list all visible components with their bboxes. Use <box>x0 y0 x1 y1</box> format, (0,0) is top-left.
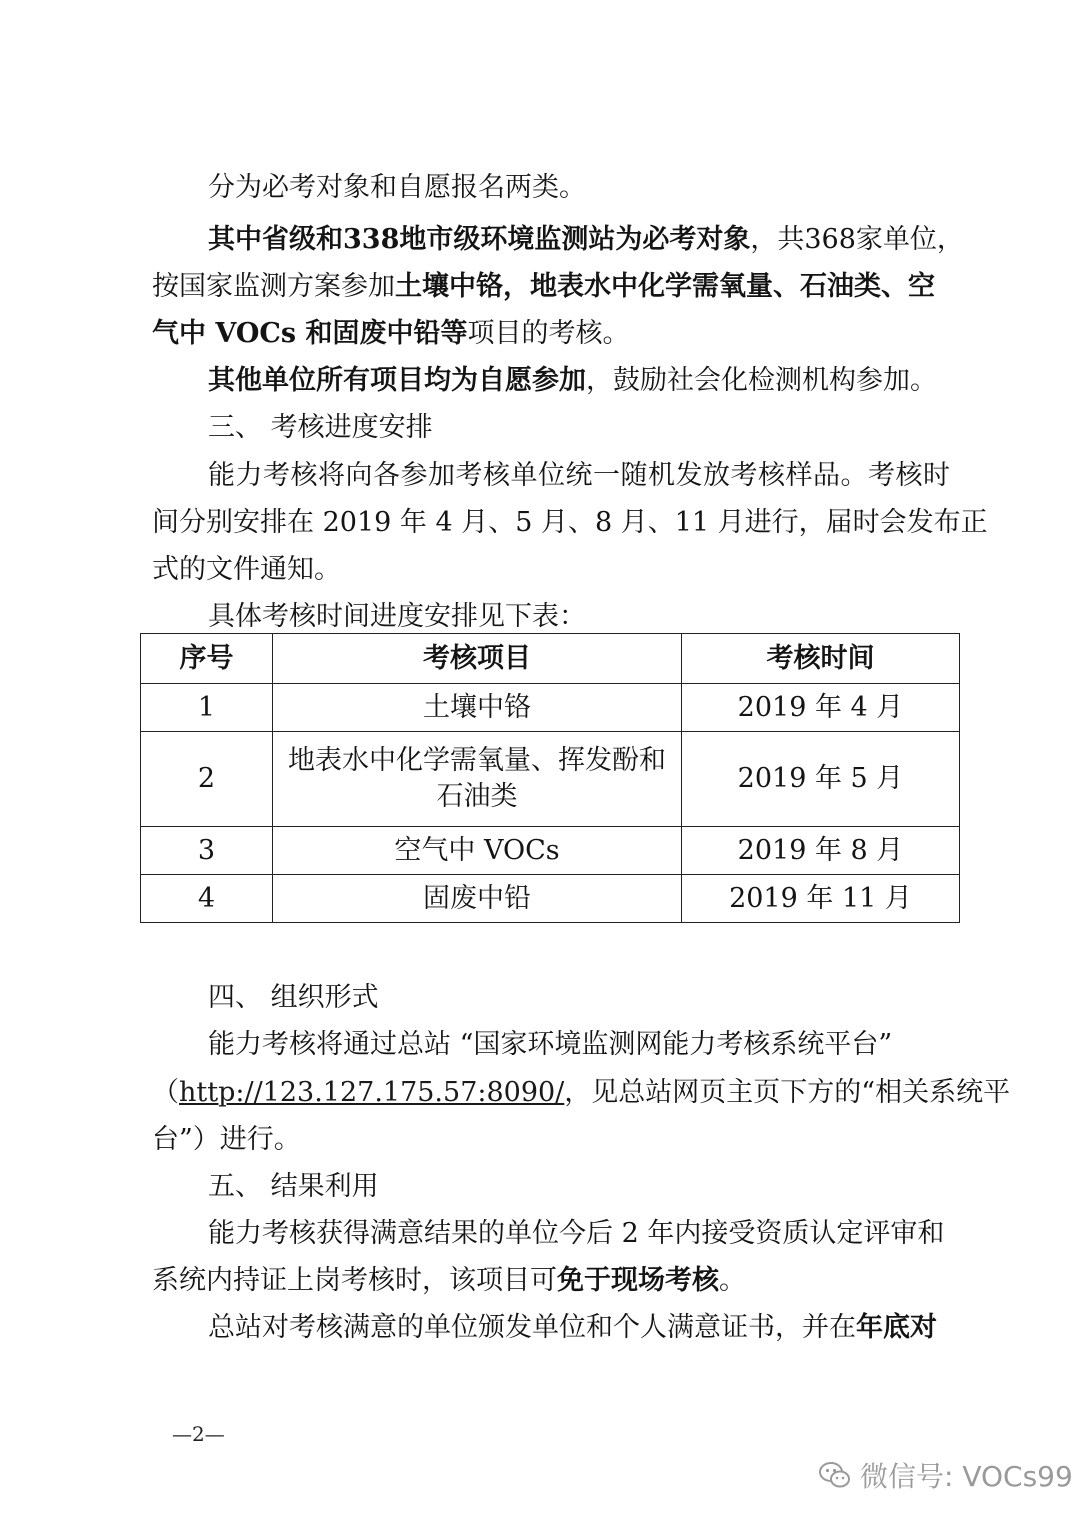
voluntary-tail-text: ，鼓励社会化检测机构参加。 <box>586 365 937 396</box>
paragraph-schedule-line2: 间分别安排在 2019 年 4 月、5 月、8 月、11 月进行，届时会发布正 <box>152 507 988 538</box>
header-item: 考核项目 <box>273 634 682 684</box>
units-count-text: ，共368家单位， <box>750 224 964 255</box>
paragraph-voluntary <box>208 363 937 399</box>
header-no: 序号 <box>141 634 273 684</box>
plan-text: 按国家监测方案参加 <box>152 271 395 302</box>
paragraph-schedule-line3: 式的文件通知。 <box>152 554 341 585</box>
table-row <box>141 732 960 827</box>
heading-schedule: 三、 考核进度安排 <box>208 412 433 443</box>
paragraph-results-line2 <box>152 1263 746 1299</box>
results-text: 系统内持证上岗考核时，该项目可 <box>152 1265 557 1296</box>
paragraph-schedule-line1: 能力考核将向各参加考核单位统一随机发放考核样品。考核时 <box>208 460 951 491</box>
cell-time: 2019 年 4 月 <box>682 684 960 732</box>
cell-item <box>273 732 682 827</box>
header-time: 考核时间 <box>682 634 960 684</box>
watermark-text: 微信号: VOCs99 <box>860 1460 1073 1493</box>
paragraph-exam-types: 分为必考对象和自愿报名两类。 <box>208 172 586 203</box>
cell-no: 2 <box>141 732 273 827</box>
paragraph-results-line1: 能力考核获得满意结果的单位今后 2 年内接受资质认定评审和 <box>208 1218 945 1249</box>
link-tail-text: ，见总站网页主页下方的“相关系统平 <box>564 1077 1011 1108</box>
table-header-row <box>141 634 960 684</box>
paragraph-mandatory-line3 <box>152 316 629 352</box>
paragraph-table-intro: 具体考核时间进度安排见下表： <box>208 601 586 632</box>
cell-item-line2: 石油类 <box>436 781 518 812</box>
cell-item: 空气中 VOCs <box>273 827 682 875</box>
items-tail-text: 项目的考核。 <box>467 318 630 349</box>
cell-no: 3 <box>141 827 273 875</box>
paragraph-organization-line1: 能力考核将通过总站 “国家环境监测网能力考核系统平台” <box>208 1029 893 1060</box>
paragraph-certificate <box>208 1310 937 1346</box>
cell-item-line1: 地表水中化学需氧量、挥发酚和 <box>288 745 666 776</box>
paragraph-mandatory-line2 <box>152 269 935 305</box>
open-paren: （ <box>152 1077 179 1108</box>
paragraph-mandatory-line1 <box>208 222 964 258</box>
cell-item: 土壤中铬 <box>273 684 682 732</box>
bold-year-end-text: 年底对 <box>856 1312 937 1343</box>
table-row <box>141 827 960 875</box>
watermark <box>818 1455 1073 1495</box>
bold-items-text-2: 气中 VOCs 和固废中铅等 <box>152 318 468 349</box>
schedule-table <box>140 633 960 923</box>
wechat-icon <box>818 1458 852 1492</box>
table-row <box>141 684 960 732</box>
platform-link[interactable]: http://123.127.175.57:8090/ <box>179 1077 565 1108</box>
certificate-text: 总站对考核满意的单位颁发单位和个人满意证书，并在 <box>208 1312 856 1343</box>
paragraph-organization-line3: 台”）进行。 <box>152 1124 301 1155</box>
paragraph-organization-line2 <box>152 1075 1010 1111</box>
bold-exempt-text: 免于现场考核 <box>557 1265 719 1296</box>
heading-results: 五、 结果利用 <box>208 1171 379 1202</box>
bold-mandatory-text: 其中省级和338地市级环境监测站为必考对象 <box>208 224 751 255</box>
results-period: 。 <box>719 1265 746 1296</box>
cell-no: 1 <box>141 684 273 732</box>
cell-time: 2019 年 11 月 <box>682 875 960 923</box>
bold-voluntary-text: 其他单位所有项目均为自愿参加 <box>208 365 586 396</box>
cell-time: 2019 年 5 月 <box>682 732 960 827</box>
bold-items-text: 土壤中铬，地表水中化学需氧量、石油类、空 <box>395 271 935 302</box>
cell-item: 固废中铅 <box>273 875 682 923</box>
cell-no: 4 <box>141 875 273 923</box>
heading-organization: 四、 组织形式 <box>208 982 379 1013</box>
table-row <box>141 875 960 923</box>
cell-time: 2019 年 8 月 <box>682 827 960 875</box>
page-number: —2— <box>172 1422 225 1446</box>
